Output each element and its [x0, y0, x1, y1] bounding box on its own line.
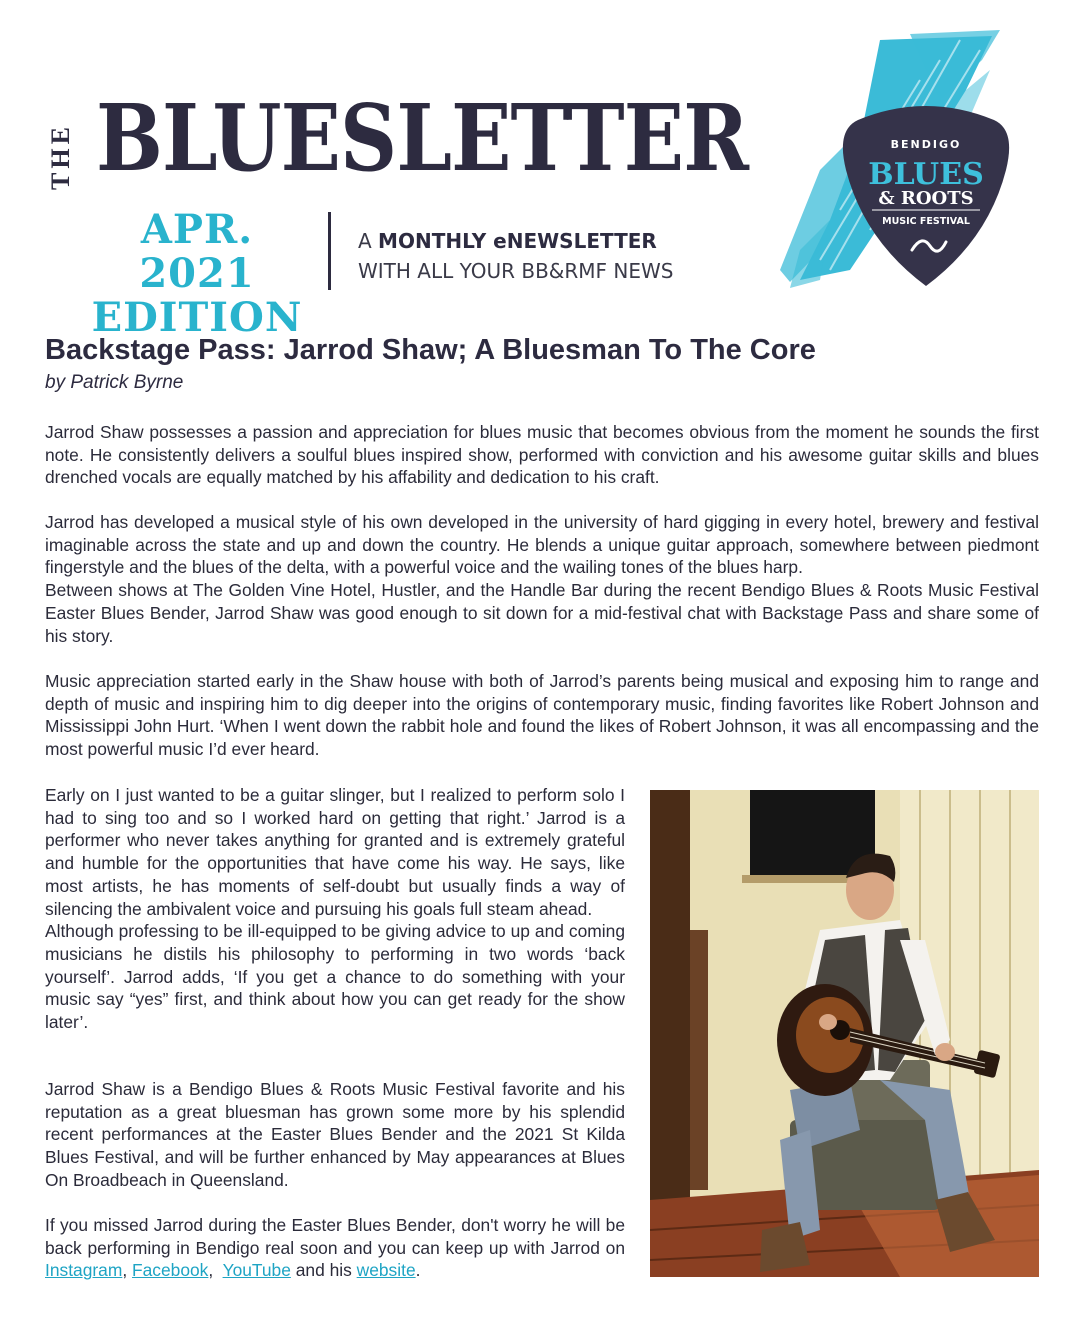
- tagline: [358, 226, 674, 286]
- article-headline: Backstage Pass: Jarrod Shaw; A Bluesman To The Core: [45, 334, 816, 366]
- facebook-link[interactable]: Facebook: [132, 1260, 209, 1281]
- tagline-line-1: [358, 226, 674, 256]
- p6-comma-1: ,: [122, 1260, 132, 1281]
- p6-and: and his: [290, 1260, 357, 1281]
- tagline-bold: MONTHLY eNEWSLETTER: [378, 229, 657, 253]
- logo-top-text: BENDIGO: [890, 138, 962, 151]
- article-byline: by Patrick Byrne: [45, 372, 184, 393]
- masthead: [0, 0, 1080, 341]
- p6-comma-2: ,: [208, 1260, 223, 1281]
- instagram-link[interactable]: Instagram: [45, 1260, 123, 1281]
- paragraph-4: [45, 784, 625, 1034]
- newsletter-title: BLUESLETTER: [96, 84, 749, 192]
- edition-word: EDITION: [91, 294, 303, 341]
- logo-blues-text: BLUES: [868, 157, 984, 192]
- jarrod-shaw-photo: [650, 790, 1039, 1277]
- youtube-link[interactable]: YouTube: [222, 1260, 291, 1281]
- header-divider: [328, 212, 331, 290]
- the-label: THE: [46, 123, 75, 190]
- paragraph-4b: Although professing to be ill-equipped to be giving advice to up and coming musicians he distils his philosophy to performing in two words ‘back yourself’. Jarrod adds, ‘If you get a chance to do something with your music say “yes” first, and think about how you can get ready for the show later’.: [45, 921, 625, 1033]
- logo-roots-text: & ROOTS: [878, 188, 974, 209]
- paragraph-2: [45, 511, 1039, 647]
- tagline-line-2: WITH ALL YOUR BB&RMF NEWS: [358, 259, 674, 283]
- paragraph-1: Jarrod Shaw possesses a passion and appreciation for blues music that becomes obvious from the moment he sounds the first note. He consistently delivers a soulful blues inspired show, performed with conviction and his awesome guitar skills and blues drenched vocals are equally matched by his affability and dedication to his craft.: [45, 422, 1039, 488]
- paragraph-3: Music appreciation started early in the Shaw house with both of Jarrod’s parents being musical and exposing him to range and depth of music and inspiring him to dig deeper into the origins of contemporary music, finding favorites like Robert Johnson and Mississippi John Hurt. ‘When I went down the rabbit hole and found the likes of Robert Johnson, it was all encompassing and the most powerful music I’d ever heard.: [45, 671, 1039, 760]
- edition-label: [82, 208, 312, 340]
- paragraph-2a: Jarrod has developed a musical style of his own developed in the university of hard gigging in every hotel, brewery and festival imaginable across the state and up and down the country. He blends a unique guitar approach, somewhere between piedmont fingerstyle and the blues of the delta, with a powerful voice and the wailing tones of the blues harp.: [45, 512, 1039, 578]
- paragraph-4a: Early on I just wanted to be a guitar slinger, but I realized to perform solo I had to sing too and so I worked hard on getting that right.’ Jarrod is a performer who never takes anything for granted and is extremely grateful and humble for the opportunities that have come his way. He says, like most artists, he has moments of self-doubt but usually finds a way of silencing the ambivalent voice and pursuing his goals full steam ahead.: [45, 785, 625, 919]
- paragraph-6: [45, 1214, 625, 1282]
- paragraph-2b: Between shows at The Golden Vine Hotel, Hustler, and the Handle Bar during the recent Bendigo Blues & Roots Music Festival Easter Blues Bender, Jarrod Shaw was good enough to sit down for a mid-festival chat with Backstage Pass and share some of his story.: [45, 580, 1039, 646]
- paragraph-5: Jarrod Shaw is a Bendigo Blues & Roots Music Festival favorite and his reputation as a great bluesman has grown some more by his splendid recent performances at the Easter Blues Bender and the 2021 St Kilda Blues Festival, and will be further enhanced by May appearances at Blues On Broadbeach in Queensland.: [45, 1079, 625, 1190]
- p6-text: If you missed Jarrod during the Easter Blues Bender, don't worry he will be back performing in Bendigo real soon and you can keep up with Jarrod on: [45, 1215, 625, 1258]
- website-link[interactable]: website: [356, 1260, 416, 1281]
- festival-logo-pick: [838, 100, 1014, 286]
- p6-end: .: [415, 1260, 421, 1281]
- edition-date: APR. 2021: [139, 206, 255, 297]
- logo-bottom-text: MUSIC FESTIVAL: [882, 216, 970, 227]
- tagline-prefix: A: [358, 229, 379, 253]
